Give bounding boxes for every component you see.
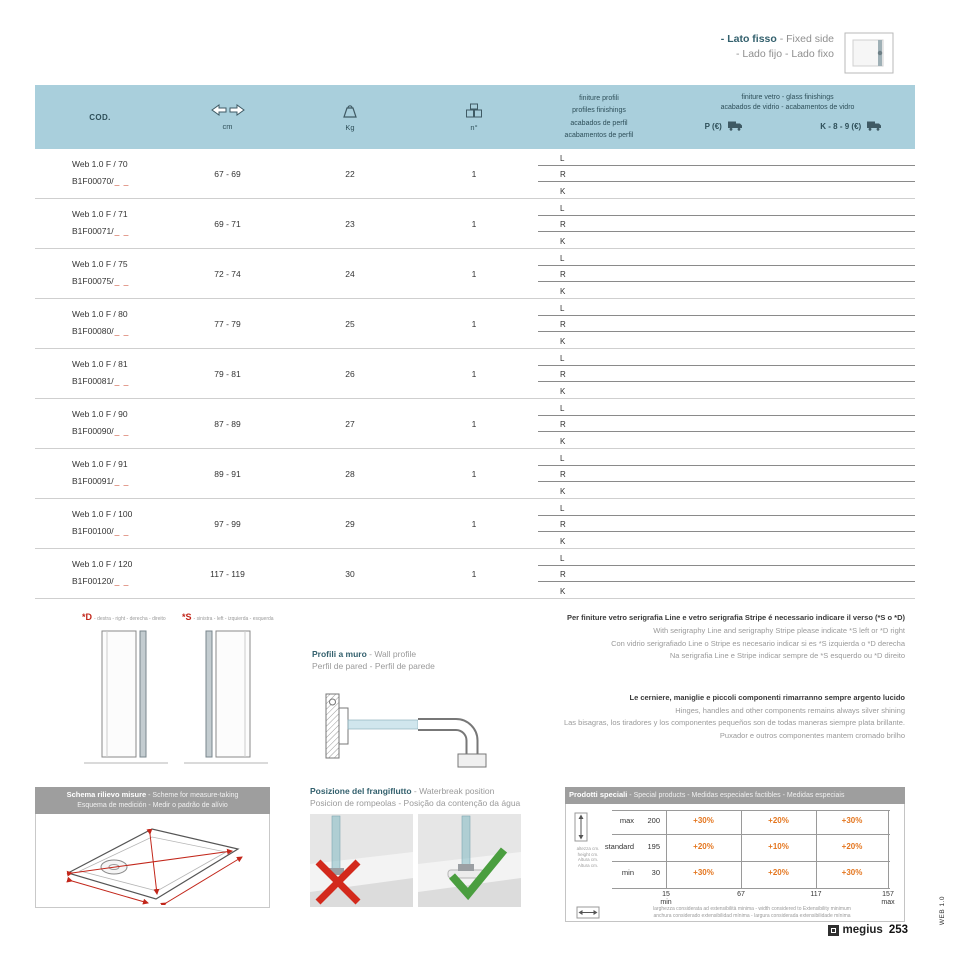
legend-title-es-pt: - Lado fijo - Lado fixo: [735, 48, 834, 60]
glass-header-lines: [721, 93, 855, 112]
variant-label: R: [560, 570, 566, 580]
quantity-cell: 1: [471, 418, 477, 429]
col-header-n: [410, 85, 538, 149]
width-caption: [608, 906, 896, 919]
variant-label: R: [560, 420, 566, 430]
profiles-label-en: profiles finishings: [572, 107, 626, 114]
width-range-cell: 77 - 79: [214, 318, 241, 329]
special-products-box: [565, 787, 905, 922]
model-name: Web 1.0 F / 80: [72, 309, 128, 319]
product-row: [35, 449, 915, 499]
waterbreak-images: [310, 814, 522, 907]
variant-label: L: [560, 303, 565, 313]
finish-variant-rows: [538, 449, 915, 498]
variant-row-k: [538, 282, 915, 298]
variant-label: L: [560, 503, 565, 513]
variant-row-l: [538, 449, 915, 466]
height-row-label: standard: [604, 842, 634, 851]
weight-cell: 29: [345, 518, 355, 529]
waterbreak-wrong-image: [310, 814, 413, 907]
product-id-cell: [35, 349, 165, 398]
model-name: Web 1.0 F / 71: [72, 209, 128, 219]
boxes-icon: [465, 103, 484, 120]
variant-row-l: [538, 249, 915, 266]
table-body: [35, 149, 915, 599]
wall-profile-title-es-pt: Perfil de pared - Perfil de parede: [312, 661, 435, 671]
orientation-right-caption-text: - destra - right - derecha - direito: [94, 616, 166, 622]
megius-logo-icon: [828, 925, 839, 936]
components-note-es: Las bisagras, los tiradores y los componentes pequeños son de todas maneras siempre plata brillante.: [563, 718, 905, 727]
surcharge-cell: +30%: [841, 868, 863, 877]
variant-row-r: [538, 266, 915, 283]
weight-cell: 26: [345, 368, 355, 379]
variant-row-k: [538, 382, 915, 398]
finish-variant-rows: [538, 249, 915, 298]
weight-cell: 24: [345, 268, 355, 279]
product-table: [35, 85, 915, 599]
variant-label: K: [560, 337, 566, 347]
product-row: [35, 499, 915, 549]
surcharge-cell: +20%: [768, 816, 789, 825]
code-finish-placeholder: _ _: [114, 376, 130, 386]
variant-row-r: [538, 366, 915, 383]
variant-label: R: [560, 520, 566, 530]
quantity-cell: 1: [471, 318, 477, 329]
model-name: Web 1.0 F / 100: [72, 509, 133, 519]
height-arrow-icon: [574, 812, 588, 847]
width-range-cell: 67 - 69: [214, 168, 241, 179]
product-code: [72, 376, 165, 386]
product-id-cell: [35, 249, 165, 298]
product-row: [35, 149, 915, 199]
measure-scheme-header: [35, 787, 270, 814]
profiles-label-es: acabados de perfil: [570, 119, 628, 127]
variant-label: K: [560, 187, 566, 197]
product-id-cell: [35, 149, 165, 198]
left-panel-drawing: [182, 754, 272, 771]
serigraphy-note-es: Con vidrio serigrafiado Line o Stripe es necesario indicar si es *S izquierda o *D derecha: [611, 638, 905, 648]
waterbreak-title-en: - Waterbreak position: [411, 786, 495, 796]
surcharge-cell: +20%: [693, 842, 714, 851]
variant-row-l: [538, 299, 915, 316]
measure-scheme-title-es-pt: Esquema de medición - Medir o padrão de alívio: [77, 802, 228, 809]
code-base: B1F00100/: [72, 526, 114, 536]
variant-row-r: [538, 216, 915, 233]
height-caption-es: Altura cm.: [577, 857, 599, 862]
code-finish-placeholder: _ _: [114, 176, 130, 186]
product-id-cell: [35, 299, 165, 348]
variant-label: R: [560, 370, 566, 380]
product-id-cell: [35, 199, 165, 248]
tick-sub: min: [660, 899, 672, 906]
product-code: [72, 476, 165, 486]
special-products-header: [565, 787, 905, 804]
surcharge-cell: +30%: [693, 868, 714, 877]
serigraphy-note-pt: Na serigrafia Line e Stripe indicar sempre de *S esquerdo ou *D direito: [669, 651, 905, 660]
components-note-en: Hinges, handles and other components remains always silver shining: [675, 705, 905, 715]
code-base: B1F00071/: [72, 226, 114, 236]
brand-name: megius: [842, 924, 883, 936]
series-side-label: WEB 1.0: [939, 896, 946, 926]
weight-cell: 25: [345, 318, 355, 329]
product-code: [72, 176, 165, 186]
variant-label: L: [560, 403, 565, 413]
serigraphy-note-en: With serigraphy Line and serigraphy Stripe please indicate *S left or *D right: [653, 626, 905, 635]
width-tick: [872, 891, 904, 907]
notes-section: [465, 613, 905, 742]
variant-label: L: [560, 153, 565, 163]
orientation-left-caption: [182, 612, 278, 622]
orientation-left-caption-text: - sinistra - left - izquierda - esquerda: [193, 616, 274, 622]
weight-cell: 27: [345, 418, 355, 429]
variant-label: K: [560, 537, 566, 547]
product-row: [35, 299, 915, 349]
width-arrow-icon: [576, 906, 600, 924]
product-id-cell: [35, 499, 165, 548]
variant-row-r: [538, 566, 915, 583]
measure-scheme-title-it: Schema rilievo misure: [66, 790, 147, 799]
product-row: [35, 399, 915, 449]
quantity-cell: 1: [471, 218, 477, 229]
table-header: [35, 85, 915, 149]
quantity-cell: 1: [471, 268, 477, 279]
variant-row-r: [538, 166, 915, 183]
finish-variant-rows: [538, 549, 915, 598]
variant-row-k: [538, 432, 915, 448]
waterbreak-section: [310, 785, 522, 907]
wall-profile-title-it: Profili a muro: [312, 649, 367, 659]
product-row: [35, 549, 915, 599]
width-tick: [800, 891, 832, 899]
variant-label: K: [560, 387, 566, 397]
variant-label: L: [560, 553, 565, 563]
variant-label: L: [560, 203, 565, 213]
code-base: B1F00090/: [72, 426, 114, 436]
glass-label-line2: acabados de vidrio - acabamentos de vidro: [720, 103, 855, 111]
tick-value: 117: [810, 891, 822, 898]
right-panel-drawing: [82, 754, 172, 771]
quantity-cell: 1: [471, 568, 477, 579]
variant-row-k: [538, 232, 915, 248]
model-name: Web 1.0 F / 75: [72, 259, 128, 269]
code-base: B1F00075/: [72, 276, 114, 286]
orientation-right-diagram: [82, 612, 178, 772]
surcharge-cell: +30%: [693, 816, 714, 825]
width-caption-line1: larghezza considerata ad estensibilità minima - width considered to Extensibility minimum: [653, 906, 851, 912]
width-range-cell: 97 - 99: [214, 518, 241, 529]
variant-row-l: [538, 399, 915, 416]
product-code: [72, 276, 165, 286]
truck-icon: [727, 120, 743, 133]
components-note-pt: Puxador e outros componentes mantem cromado brilho: [719, 730, 905, 740]
code-base: B1F00070/: [72, 176, 114, 186]
fixed-side-icon: [844, 32, 894, 79]
price-col-k-label: K - 8 - 9 (€): [820, 122, 862, 131]
price-col-p-label: P (€): [704, 122, 722, 131]
orientation-right-caption: [82, 612, 178, 622]
width-caption-line2: anchura considerado extensibilidad mínima - largura considerada extensibilidade mínima: [653, 912, 851, 919]
col-header-kg-label: Kg: [345, 122, 355, 132]
height-row-label: min: [621, 868, 634, 877]
tick-value: 157: [882, 891, 894, 898]
variant-label: L: [560, 453, 565, 463]
fixed-side-legend: [721, 32, 894, 79]
product-code: [72, 526, 165, 536]
col-header-cm: [165, 85, 290, 149]
glass-label-line1: finiture vetro - glass finishings: [741, 94, 834, 101]
height-row-value: 30: [651, 868, 660, 877]
tick-value: 67: [737, 891, 745, 898]
code-finish-placeholder: _ _: [114, 426, 130, 436]
wall-profile-title-en: - Wall profile: [366, 649, 417, 659]
code-base: B1F00091/: [72, 476, 114, 486]
variant-label: K: [560, 587, 566, 597]
price-col-p: [660, 120, 788, 133]
price-col-k: [788, 120, 916, 133]
product-row: [35, 199, 915, 249]
product-row: [35, 349, 915, 399]
code-finish-placeholder: _ _: [114, 226, 130, 236]
serigraphy-note-it: Per finiture vetro serigrafia Line e vetro serigrafia Stripe é necessario indicare il verso (*S o *D): [566, 613, 905, 622]
footer-brand: [828, 924, 908, 936]
height-caption-it: altezza cm.: [576, 846, 600, 851]
profiles-label-pt: acabamentos de perfil: [564, 132, 634, 139]
grid-hline: [612, 810, 890, 811]
orientation-right-label: *D: [82, 612, 93, 622]
variant-row-r: [538, 516, 915, 533]
variant-row-l: [538, 349, 915, 366]
legend-title-en: - Fixed side: [776, 33, 834, 45]
finish-variant-rows: [538, 499, 915, 548]
model-name: Web 1.0 F / 120: [72, 559, 133, 569]
variant-label: K: [560, 287, 566, 297]
code-finish-placeholder: _ _: [114, 326, 130, 336]
height-row-value: 200: [647, 816, 660, 825]
variant-row-l: [538, 499, 915, 516]
orientation-left-label: *S: [182, 612, 192, 622]
truck-icon: [866, 120, 882, 133]
left-right-arrows-icon: [210, 103, 246, 119]
finish-variant-rows: [538, 349, 915, 398]
glass-price-columns: [660, 120, 915, 133]
grid-vline: [888, 810, 889, 888]
code-finish-placeholder: _ _: [114, 276, 130, 286]
tick-value: 15: [662, 891, 670, 898]
weight-cell: 28: [345, 468, 355, 479]
finish-variant-rows: [538, 149, 915, 198]
code-finish-placeholder: _ _: [114, 526, 130, 536]
measure-scheme-box: [35, 787, 270, 908]
model-name: Web 1.0 F / 90: [72, 409, 128, 419]
col-header-cod: COD.: [89, 112, 111, 122]
code-finish-placeholder: _ _: [114, 476, 130, 486]
variant-row-l: [538, 149, 915, 166]
surcharge-cell: +10%: [768, 842, 789, 851]
product-id-cell: [35, 449, 165, 498]
width-range-cell: 117 - 119: [210, 568, 245, 579]
variant-label: K: [560, 487, 566, 497]
width-tick: [725, 891, 757, 899]
width-range-cell: 87 - 89: [214, 418, 241, 429]
height-row-label: max: [619, 816, 634, 825]
width-range-cell: 89 - 91: [214, 468, 241, 479]
variant-label: K: [560, 237, 566, 247]
code-finish-placeholder: _ _: [114, 576, 130, 586]
height-row-value: 195: [647, 842, 660, 851]
profiles-label-it: finiture profili: [579, 94, 619, 102]
variant-row-k: [538, 482, 915, 498]
variant-label: R: [560, 220, 566, 230]
page-number: 253: [888, 924, 908, 936]
code-base: B1F00120/: [72, 576, 114, 586]
waterbreak-title: [310, 785, 522, 797]
width-range-cell: 72 - 74: [214, 268, 241, 279]
variant-label: R: [560, 470, 566, 480]
finish-variant-rows: [538, 399, 915, 448]
variant-label: R: [560, 170, 566, 180]
grid-hline: [612, 861, 890, 862]
product-row: [35, 249, 915, 299]
model-name: Web 1.0 F / 91: [72, 459, 128, 469]
height-caption-pt: Altura cm.: [577, 862, 599, 868]
quantity-cell: 1: [471, 368, 477, 379]
grid-hline: [612, 888, 890, 889]
code-base: B1F00081/: [72, 376, 114, 386]
variant-label: K: [560, 437, 566, 447]
variant-row-l: [538, 199, 915, 216]
product-code: [72, 576, 165, 586]
special-products-grid: [565, 804, 905, 922]
variant-row-r: [538, 466, 915, 483]
waterbreak-title-es-pt: Posicion de rompeolas - Posição da contenção da água: [310, 798, 521, 808]
measure-scheme-title-en: - Scheme for measure-taking: [146, 792, 239, 799]
product-id-cell: [35, 399, 165, 448]
height-caption-en: height cm.: [577, 851, 599, 857]
col-header-n-label: n°: [470, 122, 478, 132]
weight-cell: 30: [345, 568, 355, 579]
variant-label: R: [560, 270, 566, 280]
quantity-cell: 1: [471, 168, 477, 179]
code-base: B1F00080/: [72, 326, 114, 336]
finish-variant-rows: [538, 199, 915, 248]
variant-row-l: [538, 549, 915, 566]
col-header-cm-label: cm: [222, 122, 233, 131]
finish-variant-rows: [538, 299, 915, 348]
weight-cell: 23: [345, 218, 355, 229]
variant-row-r: [538, 416, 915, 433]
variant-row-k: [538, 182, 915, 198]
col-header-kg: [290, 85, 410, 149]
measure-scheme-drawing: [35, 814, 270, 908]
quantity-cell: 1: [471, 518, 477, 529]
height-caption: [568, 846, 608, 868]
col-header-glass: [660, 85, 915, 149]
wall-profile-drawing: [312, 765, 507, 782]
width-range-cell: 79 - 81: [214, 368, 241, 379]
variant-label: R: [560, 320, 566, 330]
components-note: [465, 693, 905, 743]
waterbreak-title-it: Posizione del frangiflutto: [310, 786, 412, 796]
model-name: Web 1.0 F / 81: [72, 359, 128, 369]
waterbreak-correct-image: [418, 814, 521, 907]
width-tick: [650, 891, 682, 907]
product-id-cell: [35, 549, 165, 598]
quantity-cell: 1: [471, 468, 477, 479]
variant-row-k: [538, 532, 915, 548]
fixed-side-legend-text: [721, 32, 834, 62]
col-header-profiles: [538, 85, 660, 149]
weight-icon: [341, 103, 359, 120]
surcharge-cell: +20%: [768, 868, 789, 877]
grid-hline: [612, 834, 890, 835]
width-range-cell: 69 - 71: [214, 218, 241, 229]
variant-row-k: [538, 582, 915, 598]
variant-label: L: [560, 353, 565, 363]
product-code: [72, 226, 165, 236]
variant-row-k: [538, 332, 915, 348]
surcharge-cell: +20%: [841, 842, 863, 851]
model-name: Web 1.0 F / 70: [72, 159, 128, 169]
variant-label: L: [560, 253, 565, 263]
product-code: [72, 326, 165, 336]
legend-title-it: - Lato fisso: [720, 33, 777, 45]
components-note-it: Le cerniere, maniglie e piccoli componenti rimarranno sempre argento lucido: [629, 692, 905, 702]
special-products-title-rest: - Special products - Medidas especiales factibles - Medidas especiais: [627, 792, 845, 799]
serigraphy-note: [465, 613, 905, 663]
orientation-left-diagram: [182, 612, 278, 772]
tick-sub: max: [881, 899, 895, 906]
special-products-title-it: Prodotti speciali: [569, 790, 628, 799]
product-code: [72, 426, 165, 436]
variant-row-r: [538, 316, 915, 333]
weight-cell: 22: [345, 168, 355, 179]
surcharge-cell: +30%: [841, 816, 863, 825]
